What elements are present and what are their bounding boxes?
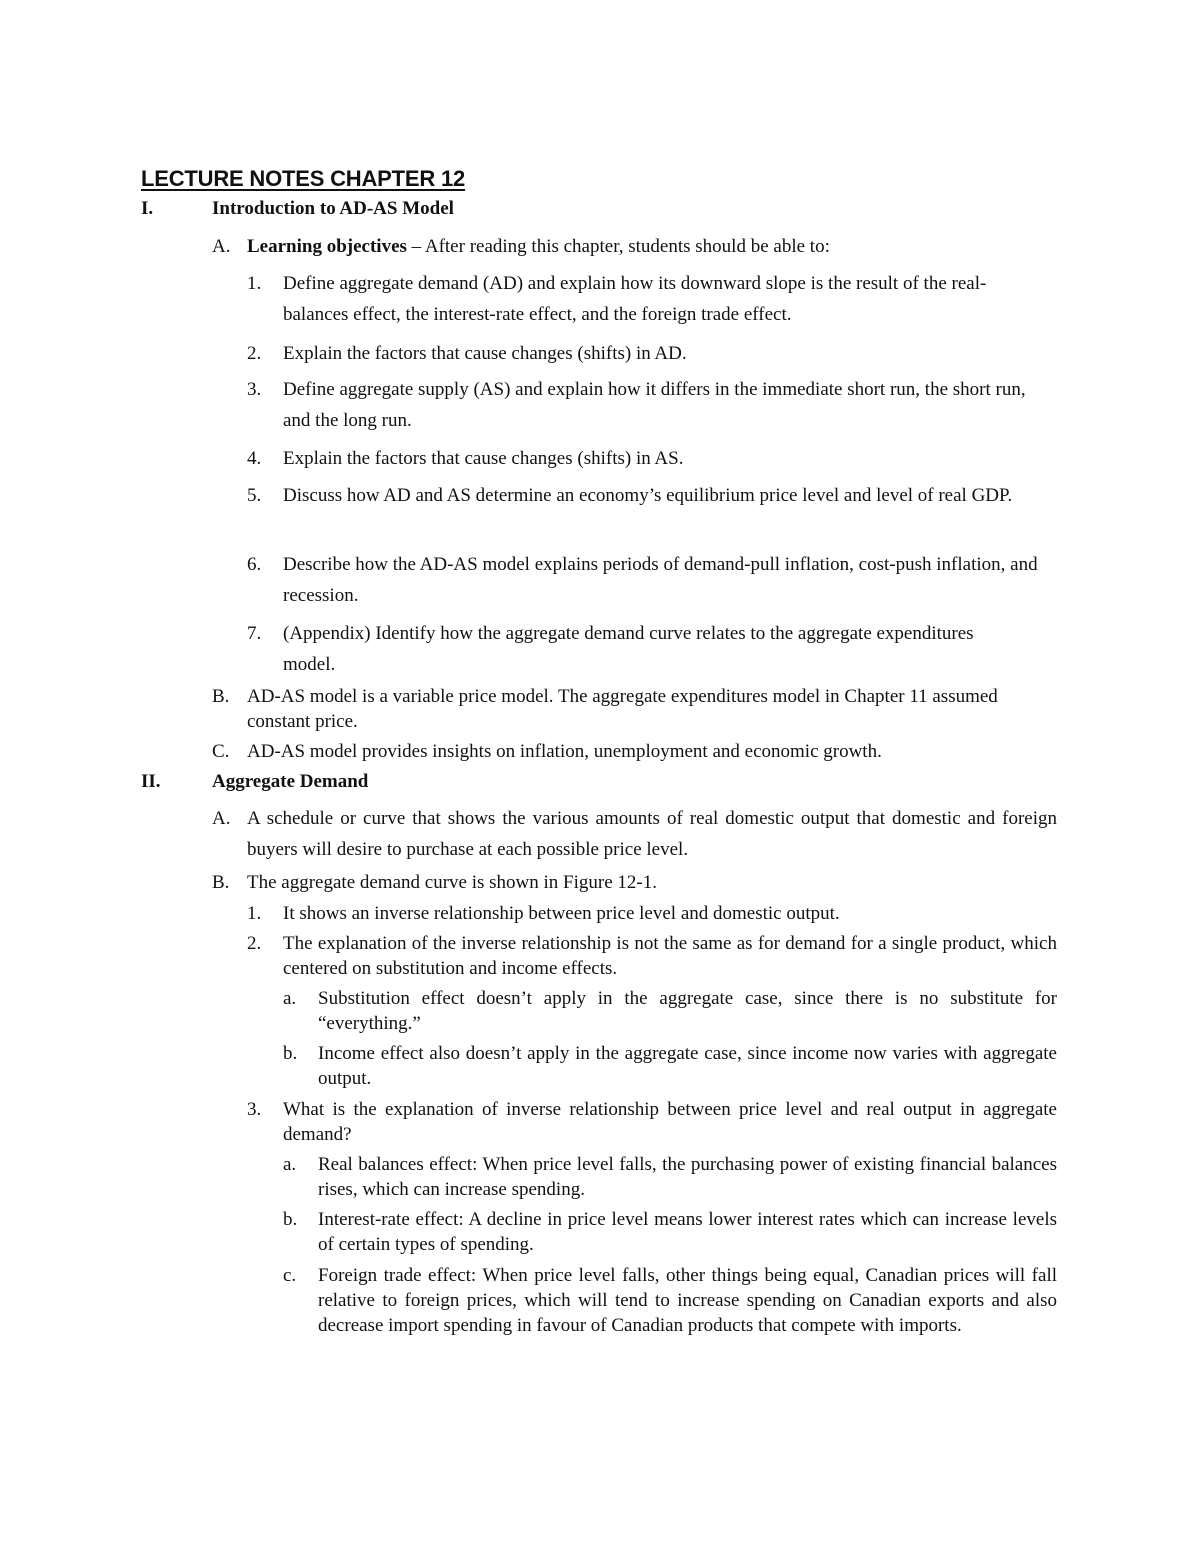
list-item [283, 1041, 1057, 1093]
list-item [247, 374, 1057, 438]
item-label: b. [283, 1043, 298, 1064]
item-text: Explain the factors that cause changes (shifts) in AD. [283, 343, 687, 364]
item-text: Define aggregate supply (AS) and explain how it differs in the immediate short run, the short run, and the long run. [283, 379, 1026, 431]
item-label: a. [283, 1154, 297, 1175]
item-label: A. [212, 236, 231, 257]
item-text: Substitution effect doesn’t apply in the aggregate case, since there is no substitute for “everything.” [318, 988, 1057, 1034]
list-item [283, 1152, 1057, 1204]
item-text: (Appendix) Identify how the aggregate demand curve relates to the aggregate expenditures model. [283, 623, 974, 675]
section-number: I. [141, 198, 154, 219]
item-label: B. [212, 686, 230, 707]
list-item [247, 931, 1057, 983]
section-number: II. [141, 771, 161, 792]
list-item [247, 1097, 1057, 1149]
list-item [283, 986, 1057, 1038]
item-label: b. [283, 1209, 298, 1230]
item-text: Real balances effect: When price level falls, the purchasing power of existing financial balances rises, which can increase spending. [318, 1154, 1057, 1200]
section-title: Aggregate Demand [212, 771, 369, 792]
list-item [212, 803, 1057, 867]
item-text: AD-AS model is a variable price model. The aggregate expenditures model in Chapter 11 assumed constant price. [247, 686, 998, 732]
item-label: 3. [247, 1099, 262, 1120]
list-item [247, 618, 1057, 682]
list-item [212, 684, 1057, 736]
list-item [283, 1207, 1057, 1259]
item-text: Interest-rate effect: A decline in price level means lower interest rates which can increase levels of certain types of spending. [318, 1209, 1057, 1255]
item-label: 7. [247, 623, 262, 644]
item-label: A. [212, 808, 231, 829]
list-item [247, 268, 1057, 332]
item-text: Foreign trade effect: When price level falls, other things being equal, Canadian prices will fall relative to foreign prices, which will tend to increase spending on Canadian exports and also decrease import spending in favour of Canadian products that compete with imports. [318, 1265, 1057, 1336]
item-label: 1. [247, 903, 262, 924]
document-title: LECTURE NOTES CHAPTER 12 [141, 166, 466, 191]
list-item [247, 549, 1057, 613]
item-bold-text: Learning objectives [247, 236, 407, 257]
item-text [247, 231, 1067, 262]
item-label: 5. [247, 485, 262, 506]
item-label: c. [283, 1265, 297, 1286]
item-text: A schedule or curve that shows the various amounts of real domestic output that domestic and foreign buyers will desire to purchase at each possible price level. [247, 808, 1057, 860]
list-item [283, 1263, 1057, 1367]
item-text: Income effect also doesn’t apply in the aggregate case, since income now varies with aggregate output. [318, 1043, 1057, 1089]
item-label: C. [212, 741, 230, 762]
item-rest-text: – After reading this chapter, students should be able to: [406, 236, 830, 257]
item-text: It shows an inverse relationship between price level and domestic output. [283, 903, 840, 924]
item-text: The aggregate demand curve is shown in Figure 12-1. [247, 872, 657, 893]
list-item [247, 480, 1057, 544]
item-label: 2. [247, 933, 262, 954]
item-text: Explain the factors that cause changes (shifts) in AS. [283, 448, 684, 469]
item-text: Discuss how AD and AS determine an economy’s equilibrium price level and level of real GDP. [283, 485, 1013, 506]
item-label: 3. [247, 379, 262, 400]
item-label: 2. [247, 343, 262, 364]
item-text: AD-AS model provides insights on inflation, unemployment and economic growth. [247, 741, 882, 762]
item-text: Describe how the AD-AS model explains periods of demand-pull inflation, cost-push inflation, and recession. [283, 554, 1038, 606]
item-label: 4. [247, 448, 262, 469]
item-text: Define aggregate demand (AD) and explain how its downward slope is the result of the real-balances effect, the interest-rate effect, and the foreign trade effect. [283, 273, 987, 325]
item-label: 6. [247, 554, 262, 575]
item-label: a. [283, 988, 297, 1009]
item-text: What is the explanation of inverse relationship between price level and real output in aggregate demand? [283, 1099, 1057, 1145]
item-text: The explanation of the inverse relationship is not the same as for demand for a single product, which centered on substitution and income effects. [283, 933, 1057, 979]
item-label: 1. [247, 273, 262, 294]
item-label: B. [212, 872, 230, 893]
section-title: Introduction to AD-AS Model [212, 198, 454, 219]
